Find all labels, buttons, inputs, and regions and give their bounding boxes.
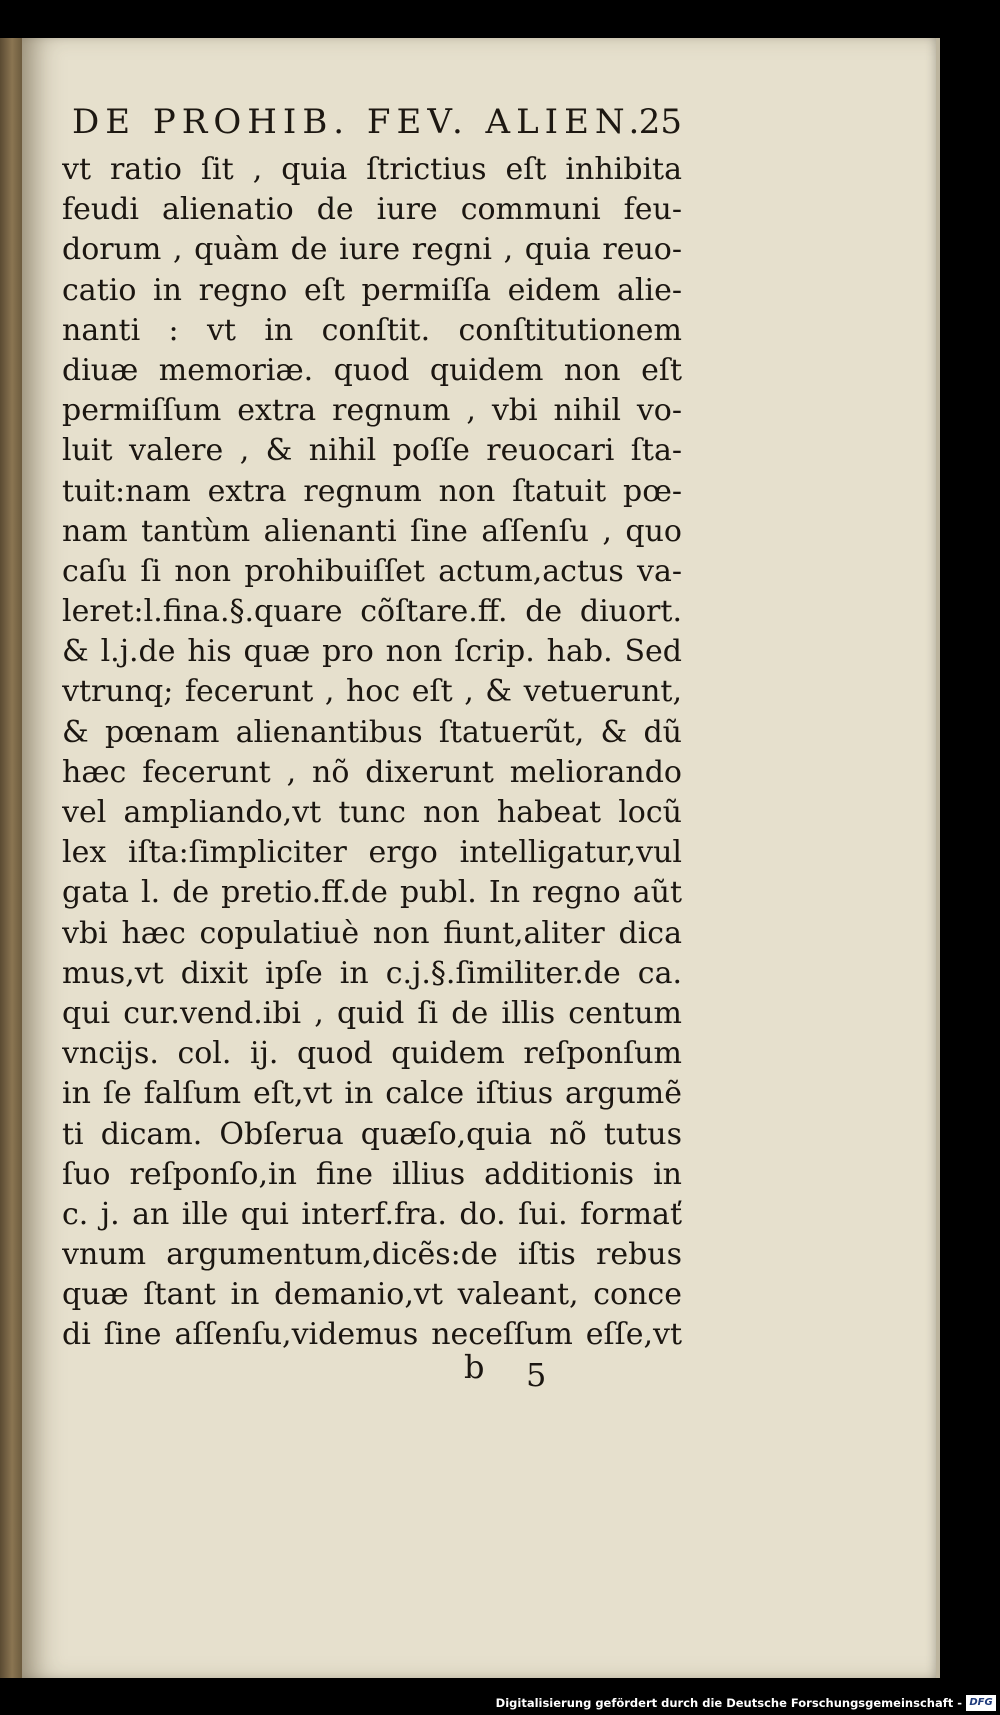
running-head xyxy=(72,102,682,154)
text-line: di ſine aſſenſu,videmus neceſſum eſſe,vt xyxy=(62,1317,682,1353)
signature-number: 5 xyxy=(526,1356,547,1394)
running-head-title: DE PROHIB. FEV. ALIEN. xyxy=(72,102,646,142)
signature-letter: b xyxy=(464,1348,485,1386)
text-line: diuæ memoriæ. quod quidem non eſt xyxy=(62,352,682,388)
text-line: lex iſta:ſimpliciter ergo intelligatur,vul xyxy=(62,835,682,871)
text-line: vtrunq; fecerunt , hoc eſt , & vetuerunt, xyxy=(62,674,682,710)
text-line: tuit:nam extra regnum non ſtatuit pœ- xyxy=(62,473,682,509)
text-line: & pœnam alienantibus ſtatuerũt, & dũ xyxy=(62,714,682,750)
text-line: & l.j.de his quæ pro non ſcrip. hab. Sed xyxy=(62,634,682,670)
text-line: gata l. de pretio.ff.de publ. In regno aũt xyxy=(62,875,682,911)
text-line: c. j. an ille qui interf.fra. do. ſui. formať xyxy=(62,1196,682,1232)
text-line: ſuo reſponſo,in fine illius additionis in xyxy=(62,1156,682,1192)
text-line: caſu ſi non prohibuiſſet actum,actus va- xyxy=(62,553,682,589)
text-line: feudi alienatio de iure communi feu- xyxy=(62,192,682,228)
book-binding-edge xyxy=(0,38,22,1678)
text-line: catio in regno eſt permiſſa eidem alie- xyxy=(62,272,682,308)
text-line: hæc fecerunt , nõ dixerunt meliorando xyxy=(62,754,682,790)
text-line: vbi hæc copulatiuè non fiunt,aliter dica xyxy=(62,915,682,951)
funding-notice: Digitalisierung gefördert durch die Deutsche Forschungsgemeinschaft - xyxy=(495,1696,962,1710)
text-line: luit valere , & nihil poſſe reuocari ſta- xyxy=(62,433,682,469)
text-line: vt ratio ſit , quia ſtrictius eſt inhibita xyxy=(62,152,682,187)
text-line: nanti : vt in conſtit. conſtitutionem xyxy=(62,312,682,348)
footer-bar xyxy=(0,1692,1000,1715)
page-number: 25 xyxy=(638,102,682,142)
text-line: vnum argumentum,dicẽs:de iſtis rebus xyxy=(62,1237,682,1273)
text-line: mus,vt dixit ipſe in c.j.§.ſimiliter.de ca. xyxy=(62,955,682,991)
text-line: dorum , quàm de iure regni , quia reuo- xyxy=(62,232,682,268)
text-line: leret:l.fina.§.quare cõſtare.ff. de diuort. xyxy=(62,594,682,630)
text-line: vncijs. col. ij. quod quidem reſponſum xyxy=(62,1036,682,1072)
page-edge xyxy=(936,38,940,1678)
text-line: quæ ſtant in demanio,vt valeant, conce xyxy=(62,1277,682,1313)
text-line: nam tantùm alienanti ſine aſſenſu , quo xyxy=(62,513,682,549)
text-line: vel ampliando,vt tunc non habeat locũ xyxy=(62,795,682,830)
body-text xyxy=(62,150,682,1356)
text-line: in ſe falſum eſt,vt in calce iſtius argumẽ xyxy=(62,1076,682,1112)
text-line: ti dicam. Obſerua quæſo,quia nõ tutus xyxy=(62,1116,682,1152)
signature-mark xyxy=(456,1348,556,1398)
text-line: permiſſum extra regnum , vbi nihil vo- xyxy=(62,393,682,429)
dfg-logo: DFG xyxy=(966,1695,996,1711)
text-line: qui cur.vend.ibi , quid ſi de illis centum xyxy=(62,995,682,1031)
